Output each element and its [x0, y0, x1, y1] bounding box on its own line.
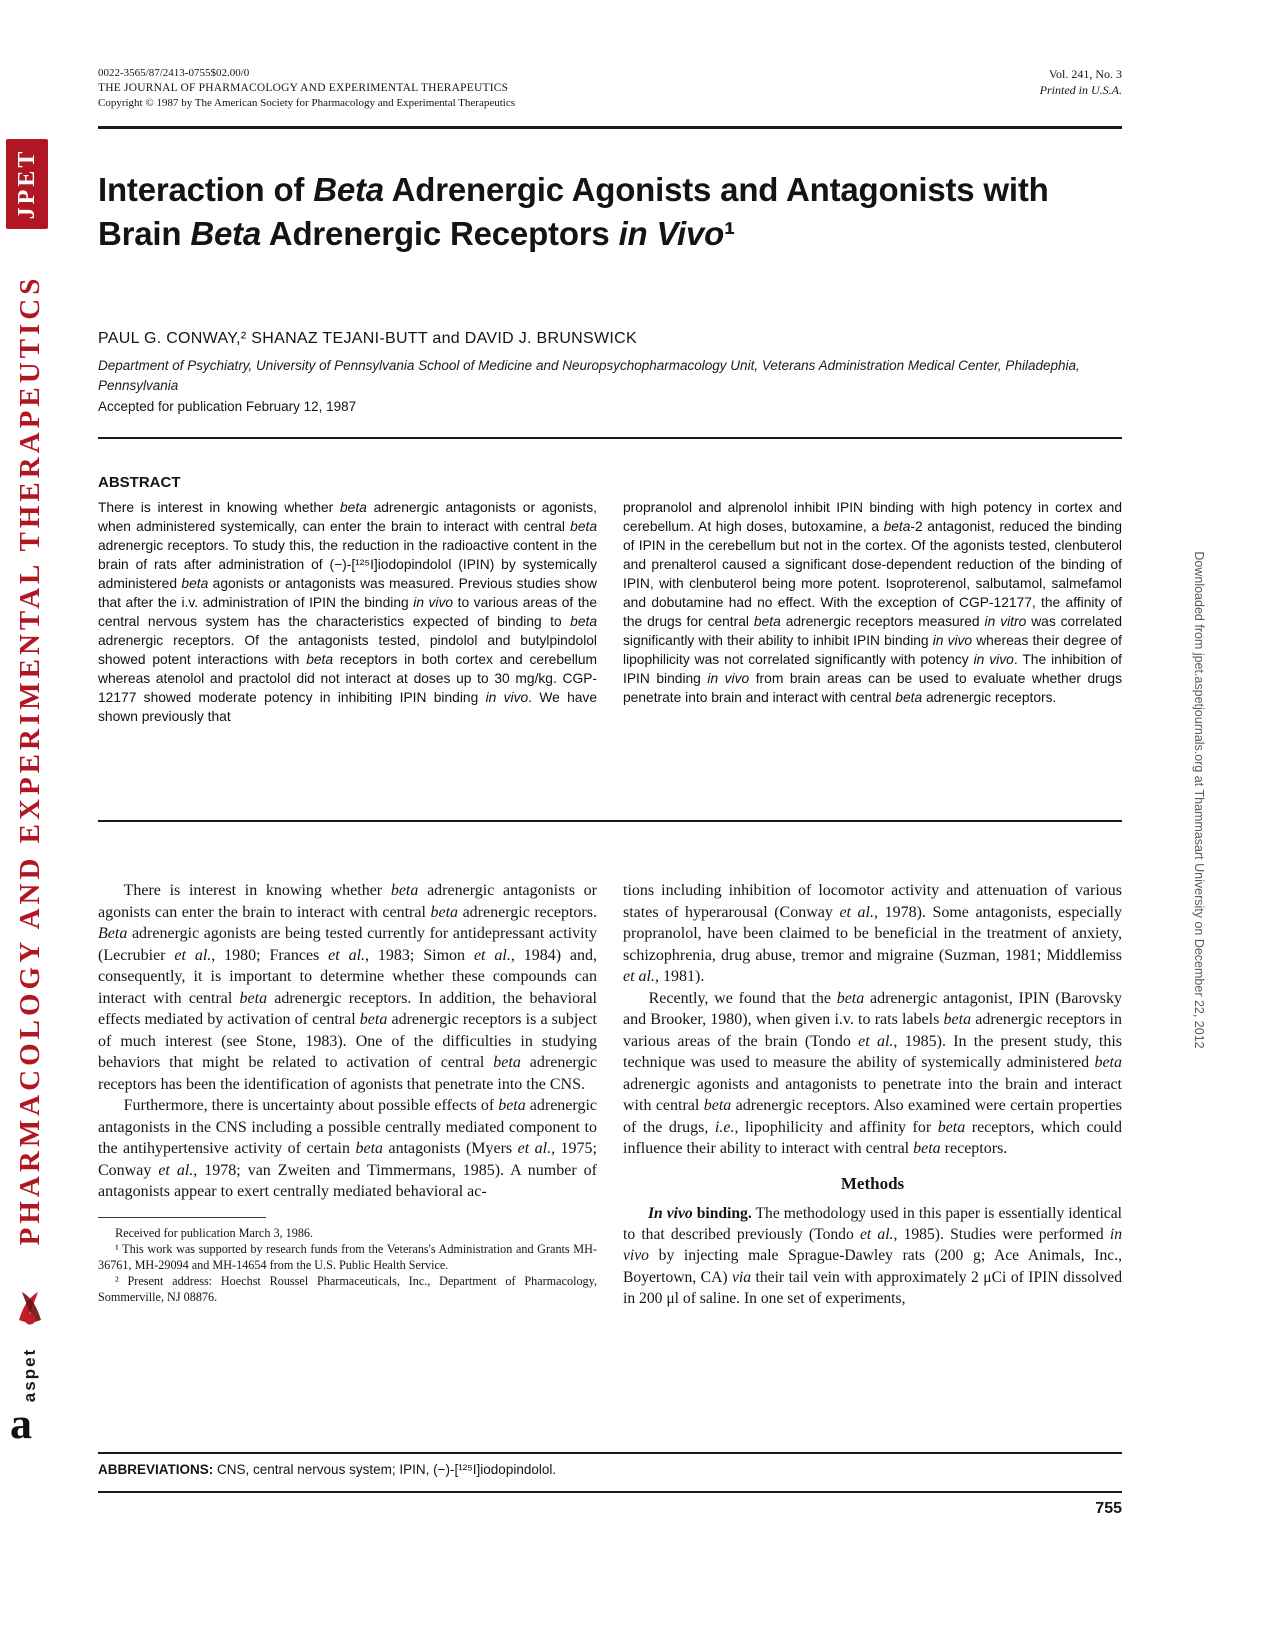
header: [98, 66, 1122, 111]
article-body: [98, 880, 1122, 1309]
volume-line: Vol. 241, No. 3: [1048, 67, 1122, 81]
footnote-address: ² Present address: Hoechst Roussel Pharmaceuticals, Inc., Department of Pharmacology, Sommerville, NJ 08876.: [98, 1273, 597, 1304]
abstract-column-right: propranolol and alprenolol inhibit IPIN binding with high potency in cortex and cerebellum. At high doses, butoxamine, a beta-2 antagonist, reduced the binding of IPIN in the cerebellum but not in the cortex. Of the agonists tested, clenbuterol and prenalterol caused a significant dose-dependent reduction of the binding of IPIN, with clenbuterol being more potent. Isoproterenol, salbutamol, salmefamol and dobutamine had no effect. With the exception of CGP-12177, the affinity of the drugs for central beta adrenergic receptors measured in vitro was correlated significantly with their ability to inhibit IPIN binding in vivo whereas their degree of lipophilicity was not correlated significantly with potency in vivo. The inhibition of IPIN binding in vivo from brain areas can be used to evaluate whether drugs penetrate into brain and interact with central beta adrenergic receptors.: [623, 500, 1123, 705]
methods-paragraph: In vivo binding. The methodology used in this paper is essentially identical to that described previously (Tondo et al., 1985). Studies were performed in vivo by injecting male Sprague-Dawley rats (200 g; Ace Animals, Inc., Boyertown, CA) via their tail vein with approximately 2 μCi of IPIN dissolved in 200 μl of saline. In one set of experiments,: [623, 1205, 1122, 1307]
body-paragraph: There is interest in knowing whether beta adrenergic antagonists or agonists can enter the brain to interact with central beta adrenergic receptors. Beta adrenergic agonists are being tested currently for antidepressant activity (Lecrubier et al., 1980; Frances et al., 1983; Simon et al., 1984) and, consequently, it is important to determine whether these compounds can interact with central beta adrenergic receptors. In addition, the behavioral effects mediated by activation of central beta adrenergic receptors is a subject of much interest (see Stone, 1983). One of the difficulties in studying behaviors that might be related to activation of central beta adrenergic receptors has been the identification of agonists that penetrate into the CNS.: [98, 882, 598, 1093]
body-paragraph: tions including inhibition of locomotor activity and attenuation of various states of hyperarousal (Conway et al., 1978). Some antagonists, especially propranolol, have been claimed to be beneficial in the treatment of anxiety, schizophrenia, drug abuse, tremor and migraine (Suzman, 1981; Middlemiss et al., 1981).: [623, 882, 1122, 985]
aspet-a-glyph: a: [10, 1399, 32, 1448]
abstract-column-left: There is interest in knowing whether beta adrenergic antagonists or agonists, when administered systemically, can enter the brain to interact with central beta adrenergic receptors. To study this, the reduction in the radioactive content in the brain of rats after administration of (−)-[¹²⁵I]iodopindolol (IPIN) by systemically administered beta agonists or antagonists was measured. Previous studies show that after the i.v. administration of IPIN the binding in vivo to various areas of the central nervous system has the characteristics expected of binding to beta adrenergic receptors. Of the antagonists tested, pindolol and butylpindolol showed potent interactions with beta receptors in both cortex and cerebellum whereas atenolol and practolol did not interact at doses up to 30 mg/kg. CGP-12177 showed moderate potency in inhibiting IPIN binding in vivo. We have shown previously that: [98, 500, 597, 724]
body-paragraph: Recently, we found that the beta adrenergic antagonist, IPIN (Barovsky and Brooker, 1980), when given i.v. to rats labels beta adrenergic receptors in various areas of the brain (Tondo et al., 1985). In the present study, this technique was used to measure the ability of systemically administered beta adrenergic agonists and antagonists to penetrate into the brain and interact with central beta adrenergic receptors. Also examined were certain properties of the drugs, i.e., lipophilicity and affinity for beta receptors, which could influence their ability to interact with central beta receptors.: [623, 989, 1123, 1157]
affiliation-line: Department of Psychiatry, University of Pennsylvania School of Medicine and Neuropsychopharmacology Unit, Veterans Administration Medical Center, Philadephia, Pennsylvania: [98, 358, 1080, 393]
body-paragraph: Furthermore, there is uncertainty about possible effects of beta adrenergic antagonists in the CNS including a possible centrally mediated component to the antihypertensive activity of certain beta antagonists (Myers et al., 1975; Conway et al., 1978; van Zweiten and Timmermans, 1985). A number of antagonists appear to exert centrally mediated behavioral ac-: [98, 1097, 598, 1200]
abstract: [98, 498, 1122, 726]
footer-divider-bottom: [98, 1491, 1122, 1493]
printed-line: Printed in U.S.A.: [1039, 83, 1122, 98]
footer-divider-top: [98, 1452, 1122, 1454]
body-column-right: [623, 880, 1122, 1309]
aspet-logo-icon: [12, 1288, 48, 1328]
abstract-divider: [98, 820, 1122, 822]
body-column-left: [98, 880, 597, 1309]
footnote-divider: [98, 1217, 266, 1218]
header-left: [98, 66, 515, 111]
footnote-funding: ¹ This work was supported by research funds from the Veterans's Administration and Grants MH-36761, MH-29094 and MH-14654 from the U.S. Public Health Service.: [98, 1241, 597, 1272]
journal-name-line: THE JOURNAL OF PHARMACOLOGY AND EXPERIMENTAL THERAPEUTICS: [98, 81, 509, 94]
abbreviations-line: ABBREVIATIONS: CNS, central nervous system; IPIN, (−)-[¹²⁵I]iodopindolol.: [98, 1462, 557, 1477]
article-title: Interaction of Beta Adrenergic Agonists and Antagonists with Brain Beta Adrenergic Receptors in Vivo¹: [98, 171, 1049, 253]
page-number: 755: [1095, 1500, 1122, 1517]
copyright-line: Copyright © 1987 by The American Society for Pharmacology and Experimental Therapeutics: [98, 97, 515, 110]
jpet-logo: [6, 139, 48, 229]
jpet-logo-label: JPET: [13, 148, 40, 220]
header-right: [1040, 66, 1122, 111]
abstract-heading: ABSTRACT: [98, 474, 181, 491]
aspet-logo: [12, 1288, 48, 1333]
header-divider: [98, 126, 1122, 129]
issn-line: 0022-3565/87/2413-0755$02.00/0: [98, 67, 250, 79]
aspet-wordmark: aspet: [20, 1347, 39, 1403]
footnote-received: Received for publication March 3, 1986.: [115, 1225, 314, 1240]
authors-line: PAUL G. CONWAY,² SHANAZ TEJANI-BUTT and DAVID J. BRUNSWICK: [98, 330, 637, 347]
title-divider: [98, 437, 1122, 439]
accepted-line: Accepted for publication February 12, 1987: [98, 399, 357, 414]
journal-name-vertical: PHARMACOLOGY AND EXPERIMENTAL THERAPEUTICS: [13, 274, 46, 1246]
download-notice: Downloaded from jpet.aspetjournals.org at Thammasart University on December 22, 2012: [1192, 551, 1206, 1049]
methods-heading: Methods: [840, 1173, 905, 1193]
